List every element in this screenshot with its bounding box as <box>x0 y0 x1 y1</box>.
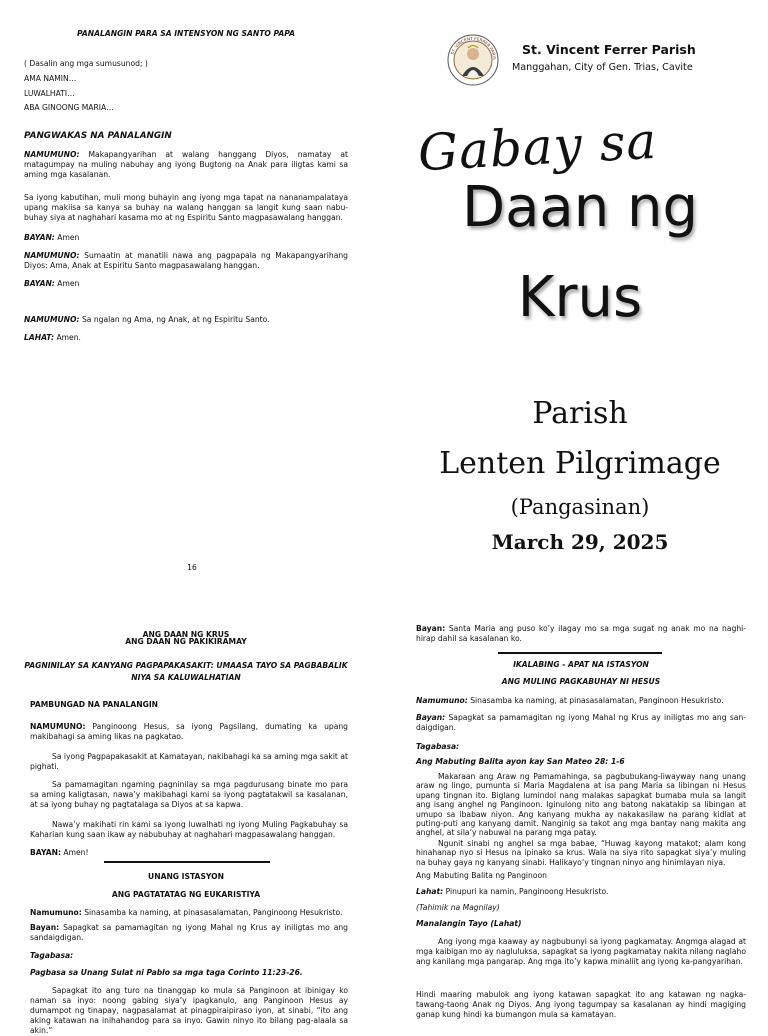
paragraph: Sa iyong Pagpapakasakit at Kamatayan, nakibahagi ka sa aming mga sakit at pighati. <box>30 752 348 771</box>
leader-paragraph <box>24 150 348 180</box>
parish-name: St. Vincent Ferrer Parish <box>522 42 696 57</box>
station-subtitle: ANG MULING PAGKABUHAY NI HESUS <box>501 677 661 686</box>
paragraph-text: Sapagkat sa pamamagitan ng iyong Mahal ng Krus ay iniligtas mo ang sandaigdigan. <box>30 923 348 942</box>
paragraph-text: Sapagkat sa pamamagitan ng iyong Mahal ng Krus ay iniligtas mo ang san-daigdigan. <box>416 713 746 732</box>
heading-daan-ng-krus: ANG DAAN NG KRUS <box>142 630 230 639</box>
response-paragraph <box>30 848 89 858</box>
subtitle-location: (Pangasinan) <box>510 495 650 519</box>
gospel-acclamation: Ang Mabuting Balita ng Panginoon <box>416 871 547 880</box>
gospel-title: Ang Mabuting Balita ayon kay San Mateo 28: 1-6 <box>416 757 625 766</box>
paragraph-text: Panginoong Hesus, sa iyong Pagsilang, dumating ka upang makibahagi sa aming likas na pagkatao. <box>30 722 348 741</box>
station-subtitle: ANG PAGTATATAG NG EUKARISTIYA <box>111 890 261 899</box>
prayer-paragraph: Hindi maaring mabulok ang iyong katawan sapagkat ito ang katawan ng nagka-tawang-taong Anak ng Diyos. Ang iyong tagumpay sa kasalanan ay hindi magiging ganap kung hindi ka bumangon mula sa kamatayan. <box>416 990 746 1019</box>
station-title: IKALABING - APAT NA ISTASYON <box>513 660 649 669</box>
reader-label: Tagabasa: <box>30 951 74 960</box>
speaker-label: BAYAN: <box>24 279 55 288</box>
script-title: Gabay sa <box>416 111 659 183</box>
response-paragraph <box>416 713 746 733</box>
response-paragraph <box>24 279 348 289</box>
paragraph-text: Amen <box>54 279 80 288</box>
leader-paragraph <box>416 696 746 706</box>
leader-paragraph <box>30 908 348 918</box>
speaker-label: NAMUMUNO: <box>24 251 80 260</box>
leader-paragraph <box>30 722 348 742</box>
parish-seal-logo <box>447 34 499 86</box>
speaker-label: Lahat: <box>416 887 444 896</box>
page-number: 16 <box>187 563 197 572</box>
paragraph-text: Sumaatin at manatili nawa ang pagpapala ng Makapangyarihang Diyos: Ama, Anak at Espiritu Santo magpasawalang hanggan. <box>24 251 348 270</box>
subtitle-parish: Parish <box>532 396 628 431</box>
parish-address: Manggahan, City of Gen. Trias, Cavite <box>512 62 693 73</box>
speaker-label: Bayan: <box>30 923 60 932</box>
reader-label: Tagabasa: <box>416 742 460 751</box>
station-title: UNANG ISTASYON <box>148 872 224 881</box>
reading-title: Pagbasa sa Unang Sulat ni Pablo sa mga taga Corinto 11:23-26. <box>30 968 303 977</box>
paragraph-text: Amen. <box>54 333 81 342</box>
cover-date: March 29, 2025 <box>491 530 669 554</box>
response-paragraph <box>416 624 746 644</box>
cover-title-line2: Krus <box>517 265 643 330</box>
paragraph-text: Amen <box>54 233 80 242</box>
speaker-label: Namumuno: <box>30 908 82 917</box>
speaker-label: Namumuno: <box>416 696 468 705</box>
speaker-label: NAMUMUNO: <box>24 150 80 159</box>
response-paragraph <box>24 233 348 243</box>
silent-reflection: (Tahimik na Magnilay) <box>416 903 500 912</box>
pope-prayer-title: PANALANGIN PARA SA INTENSYON NG SANTO PAPA <box>77 29 295 38</box>
paragraph-text: Santa Maria ang puso ko’y ilagay mo sa mga sugat ng anak mo na naghi-hirap dahil sa kasalanan ko. <box>416 624 746 643</box>
paragraph-text: Sinasamba ka naming, at pinasasalamatan, Panginoong Hesukristo. <box>81 908 343 917</box>
speaker-label: LAHAT: <box>24 333 55 342</box>
subtitle-lenten-pilgrimage: Lenten Pilgrimage <box>439 446 721 481</box>
closing-prayer-heading: PANGWAKAS NA PANALANGIN <box>24 131 172 141</box>
paragraph: Sa iyong kabutihan, muli mong buhayin ang iyong mga tapat na nananampalataya upang makiisa sa kanya sa buhay na walang hanggan sa langit kung saan nabu-buhay siya at naghahari kasama mo at ng Espiritu Santo magpasawalang hanggan. <box>24 193 348 222</box>
gospel-paragraph: Ngunit sinabi ng anghel sa mga babae, “Huwag kayong matakot; alam kong hinahanap nyo si Hesus na ipinako sa krus. Wala na siya rito sapagkat siya’y muling na buhay gaya ng kanyang sinabi. Halikayo’y tingnan ninyo ang hinimlayan niya. <box>416 839 746 867</box>
prayer-line: ABA GINOONG MARIA… <box>24 103 114 112</box>
prayer-line: AMA NAMIN… <box>24 74 77 83</box>
all-response-paragraph <box>24 333 348 343</box>
gospel-paragraph: Makaraan ang Araw ng Pamamahinga, sa pagbubukang-liwayway nang unang araw ng lingo, pumunta si Maria Magdalena at isa pang Maria sa libingan ni Hesus upang tingnan ito. Biglang lumindol nang malakas sapagkat bumaba mula sa langit ang isang anghel ng Panginoon. Iginulong nito ang batong nakatakip sa libingan at umupo sa ibabaw niyon. Ang kanyang mukha ay nakakasilaw na parang kidlat at puting-puti ang kanyang damit. Nanginig sa takot ang mga bantay nang makita ang anghel, at sila’y nabuwal na parang mga patay. <box>416 772 746 838</box>
response-paragraph <box>30 923 348 943</box>
svg-text:ST. VINCENT FERRER PARISH: ST. VINCENT FERRER PARIS <box>449 35 498 60</box>
paragraph: Nawa’y makihati rin kami sa iyong luwalhati ng iyong Muling Pagkabuhay sa Kaharian kung saan ikaw ay nabubuhay at naghahari magpasawalang hanggan. <box>30 820 348 839</box>
speaker-label: BAYAN: <box>30 848 61 857</box>
leader-paragraph <box>24 251 348 271</box>
speaker-label: NAMUMUNO: <box>24 315 80 324</box>
opening-prayer-heading: PAMBUNGAD NA PANALANGIN <box>30 700 159 709</box>
paragraph: Sa pamamagitan ngaming pagninilay sa mga pagdurusang binate mo para sa aming kaligtasan, nawa’y makibahagi kami sa iyong pagtatakwil sa kasalanan, at sa iyong buhay ng pagtatalaga sa Diyos at sa kapwa. <box>30 780 348 809</box>
speaker-label: NAMUMUNO: <box>30 722 86 731</box>
paragraph-text: Makapangyarihan at walang hanggang Diyos, namatay at matagumpay na muling nabuhay ang iyong Bugtong na Anak para iligtas kami sa aming mga kasalanan. <box>24 150 348 179</box>
section-divider <box>498 652 662 654</box>
theme-line1: PAGNINILAY SA KANYANG PAGPAPAKASAKIT: UMAASA TAYO SA PAGBABALIK <box>24 661 348 670</box>
prayer-line: LUWALHATI… <box>24 89 75 98</box>
instruction-line: ( Dasalin ang mga sumusunod; ) <box>24 59 148 68</box>
leader-paragraph <box>24 315 348 325</box>
speaker-label: BAYAN: <box>24 233 55 242</box>
speaker-label: Bayan: <box>416 624 446 633</box>
section-divider <box>104 861 270 863</box>
paragraph-text: Sa ngalan ng Ama, ng Anak, at ng Espiritu Santo. <box>79 315 270 324</box>
reading-text: Sapagkat ito ang turo na tinanggap ko mula sa Panginoon at ibinigay ko naman sa inyo: noong gabing siya’y ipagkanulo, ang Panginoon Hesus ay dumampot ng tinapay, nagpasalamat at pinagpiraipiraso iyon, at sinabi, “ito ang aking katawan na inihahandog para sa inyo. Gawin ninyo ito bilang pag-alaala sa akin.” <box>30 986 348 1035</box>
theme-line2: NIYA SA KALUWALHATIAN <box>131 673 241 682</box>
heading-pakikiramay: ANG DAAN NG PAKIKIRAMAY <box>125 637 247 646</box>
paragraph-text: Pinupuri ka namin, Panginoong Hesukristo. <box>443 887 609 896</box>
speaker-label: Bayan: <box>416 713 446 722</box>
prayer-paragraph: Ang iyong mga kaaway ay nagbubunyi sa iyong pagkamatay. Angmga alagad at mga kaibigan mo ay nagluluksa, sapagkat sa iyong pagkamatay nakita nilang naglaho ang kanilang mga pangarap. Ang mga ito’y kapwa minaliit ang iyong ka-pangyarihan. <box>416 937 746 966</box>
cover-title-line1: Daan ng <box>461 175 699 240</box>
paragraph-text: Sinasamba ka naming, at pinasasalamatan, Panginoon Hesukristo. <box>467 696 724 705</box>
paragraph-text: Amen! <box>60 848 89 857</box>
let-us-pray-heading: Manalangin Tayo (Lahat) <box>416 919 522 928</box>
all-response-paragraph <box>416 887 746 897</box>
